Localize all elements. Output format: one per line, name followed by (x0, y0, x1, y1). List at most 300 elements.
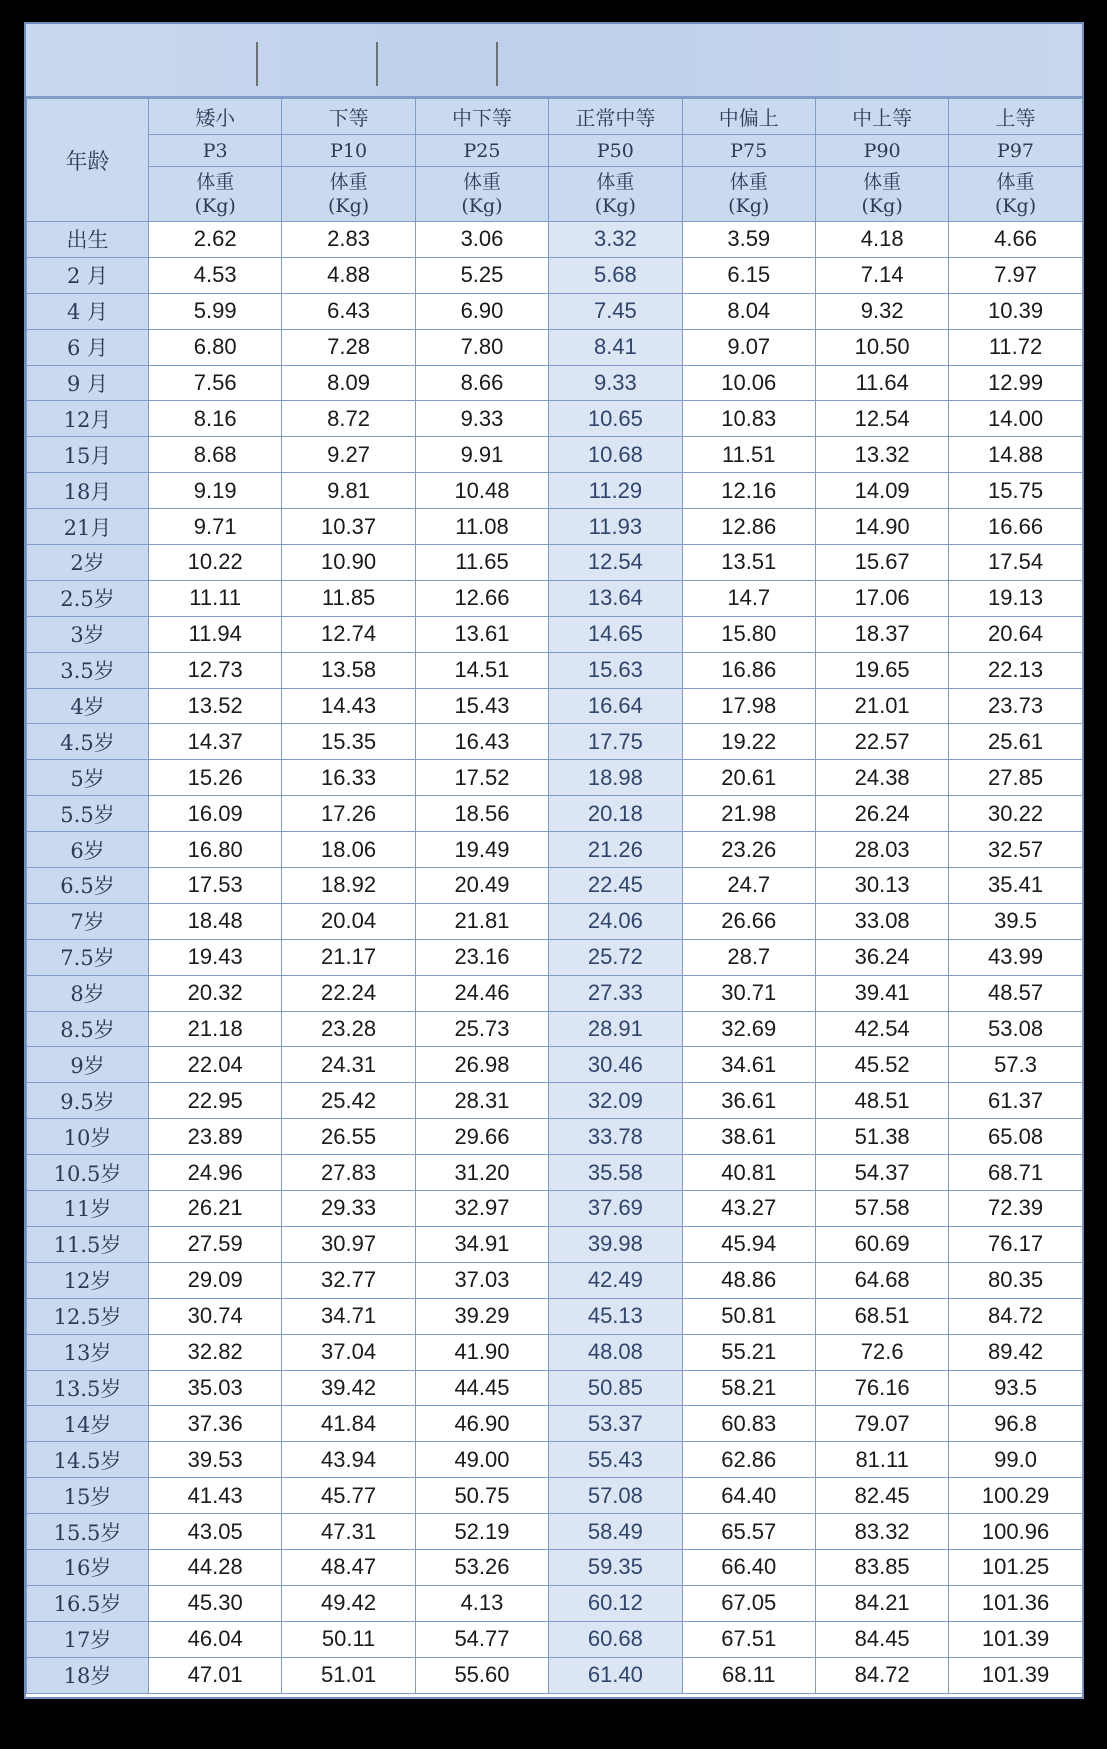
weight-cell: 53.37 (549, 1406, 682, 1442)
weight-cell: 14.7 (682, 580, 815, 616)
weight-cell: 20.04 (282, 903, 415, 939)
unit-header (149, 167, 282, 222)
table-row (27, 1406, 1083, 1442)
grade-header: 中偏上 (682, 99, 815, 135)
age-cell: 14岁 (27, 1406, 149, 1442)
weight-cell: 15.75 (949, 473, 1082, 509)
weight-cell: 30.74 (149, 1298, 282, 1334)
table-row (27, 939, 1083, 975)
weight-cell: 9.33 (549, 365, 682, 401)
weight-cell: 10.83 (682, 401, 815, 437)
unit-symbol: (Kg) (594, 195, 636, 217)
weight-cell: 45.30 (149, 1585, 282, 1621)
grade-header: 正常中等 (549, 99, 682, 135)
weight-cell: 100.29 (949, 1478, 1082, 1514)
table-row (27, 509, 1083, 545)
percentile-header: P75 (682, 135, 815, 167)
weight-cell: 30.71 (682, 975, 815, 1011)
weight-cell: 26.21 (149, 1191, 282, 1227)
weight-cell: 23.26 (682, 832, 815, 868)
grade-header: 上等 (949, 99, 1082, 135)
table-row (27, 652, 1083, 688)
weight-cell: 60.69 (815, 1226, 948, 1262)
age-cell: 13.5岁 (27, 1370, 149, 1406)
weight-cell: 12.73 (149, 652, 282, 688)
table-row (27, 903, 1083, 939)
table-row (27, 868, 1083, 904)
grade-header: 中上等 (815, 99, 948, 135)
weight-cell: 66.40 (682, 1549, 815, 1585)
weight-cell: 16.33 (282, 760, 415, 796)
weight-cell: 5.68 (549, 257, 682, 293)
age-cell: 14.5岁 (27, 1442, 149, 1478)
age-cell: 21月 (27, 509, 149, 545)
weight-cell: 53.08 (949, 1011, 1082, 1047)
weight-cell: 11.08 (415, 509, 548, 545)
unit-header (549, 167, 682, 222)
weight-cell: 41.43 (149, 1478, 282, 1514)
weight-cell: 57.3 (949, 1047, 1082, 1083)
grade-header: 矮小 (149, 99, 282, 135)
grade-header: 下等 (282, 99, 415, 135)
table-row (27, 616, 1083, 652)
weight-cell: 6.90 (415, 293, 548, 329)
weight-cell: 80.35 (949, 1262, 1082, 1298)
weight-cell: 26.66 (682, 903, 815, 939)
weight-cell: 50.11 (282, 1621, 415, 1657)
weight-cell: 58.49 (549, 1514, 682, 1550)
weight-cell: 4.13 (415, 1585, 548, 1621)
weight-cell: 43.94 (282, 1442, 415, 1478)
weight-cell: 23.28 (282, 1011, 415, 1047)
weight-cell: 68.71 (949, 1155, 1082, 1191)
age-cell: 7岁 (27, 903, 149, 939)
weight-cell: 13.52 (149, 688, 282, 724)
weight-cell: 42.49 (549, 1262, 682, 1298)
table-row (27, 1478, 1083, 1514)
weight-cell: 37.69 (549, 1191, 682, 1227)
weight-cell: 7.45 (549, 293, 682, 329)
age-cell: 12月 (27, 401, 149, 437)
age-cell: 4 月 (27, 293, 149, 329)
table-row (27, 975, 1083, 1011)
weight-cell: 84.72 (815, 1657, 948, 1693)
weight-cell: 30.13 (815, 868, 948, 904)
table-row (27, 329, 1083, 365)
weight-cell: 21.81 (415, 903, 548, 939)
weight-cell: 21.18 (149, 1011, 282, 1047)
weight-cell: 17.26 (282, 796, 415, 832)
weight-cell: 4.53 (149, 257, 282, 293)
weight-cell: 28.03 (815, 832, 948, 868)
weight-cell: 32.77 (282, 1262, 415, 1298)
weight-cell: 61.37 (949, 1083, 1082, 1119)
weight-cell: 6.43 (282, 293, 415, 329)
unit-label: 体重 (729, 171, 768, 193)
weight-cell: 32.09 (549, 1083, 682, 1119)
weight-cell: 44.28 (149, 1549, 282, 1585)
weight-cell: 18.92 (282, 868, 415, 904)
weight-cell: 23.89 (149, 1119, 282, 1155)
weight-cell: 25.73 (415, 1011, 548, 1047)
weight-cell: 48.51 (815, 1083, 948, 1119)
weight-cell: 43.99 (949, 939, 1082, 975)
weight-cell: 15.63 (549, 652, 682, 688)
weight-cell: 29.09 (149, 1262, 282, 1298)
weight-cell: 55.21 (682, 1334, 815, 1370)
weight-cell: 8.16 (149, 401, 282, 437)
weight-cell: 50.85 (549, 1370, 682, 1406)
table-row (27, 1334, 1083, 1370)
age-cell: 8岁 (27, 975, 149, 1011)
age-cell: 7.5岁 (27, 939, 149, 975)
age-cell: 6岁 (27, 832, 149, 868)
weight-cell: 21.17 (282, 939, 415, 975)
weight-cell: 81.11 (815, 1442, 948, 1478)
weight-cell: 39.5 (949, 903, 1082, 939)
weight-cell: 18.37 (815, 616, 948, 652)
weight-cell: 24.46 (415, 975, 548, 1011)
weight-cell: 5.99 (149, 293, 282, 329)
table-row (27, 293, 1083, 329)
weight-cell: 15.26 (149, 760, 282, 796)
weight-cell: 51.38 (815, 1119, 948, 1155)
table-row (27, 796, 1083, 832)
age-cell: 5岁 (27, 760, 149, 796)
weight-cell: 26.24 (815, 796, 948, 832)
weight-cell: 55.60 (415, 1657, 548, 1693)
age-cell: 9岁 (27, 1047, 149, 1083)
table-row (27, 1621, 1083, 1657)
unit-symbol: (Kg) (194, 195, 236, 217)
weight-cell: 101.39 (949, 1657, 1082, 1693)
unit-label: 体重 (863, 171, 902, 193)
weight-cell: 39.53 (149, 1442, 282, 1478)
table-row (27, 365, 1083, 401)
weight-cell: 29.66 (415, 1119, 548, 1155)
weight-cell: 22.24 (282, 975, 415, 1011)
weight-cell: 37.03 (415, 1262, 548, 1298)
weight-cell: 93.5 (949, 1370, 1082, 1406)
percentile-header: P10 (282, 135, 415, 167)
weight-cell: 41.90 (415, 1334, 548, 1370)
weight-cell: 101.39 (949, 1621, 1082, 1657)
weight-cell: 37.04 (282, 1334, 415, 1370)
table-row (27, 473, 1083, 509)
weight-cell: 9.07 (682, 329, 815, 365)
weight-cell: 24.06 (549, 903, 682, 939)
weight-cell: 11.51 (682, 437, 815, 473)
weight-cell: 25.42 (282, 1083, 415, 1119)
weight-cell: 47.01 (149, 1657, 282, 1693)
weight-cell: 12.74 (282, 616, 415, 652)
weight-cell: 16.80 (149, 832, 282, 868)
weight-cell: 101.25 (949, 1549, 1082, 1585)
weight-cell: 15.67 (815, 545, 948, 581)
weight-cell: 11.94 (149, 616, 282, 652)
weight-cell: 16.86 (682, 652, 815, 688)
age-cell: 2岁 (27, 545, 149, 581)
table-row (27, 1514, 1083, 1550)
weight-cell: 32.69 (682, 1011, 815, 1047)
weight-cell: 11.11 (149, 580, 282, 616)
banner-divider (376, 42, 378, 86)
weight-cell: 60.12 (549, 1585, 682, 1621)
weight-cell: 48.47 (282, 1549, 415, 1585)
weight-cell: 7.80 (415, 329, 548, 365)
weight-cell: 12.86 (682, 509, 815, 545)
weight-cell: 31.20 (415, 1155, 548, 1191)
weight-cell: 14.51 (415, 652, 548, 688)
weight-cell: 33.78 (549, 1119, 682, 1155)
weight-cell: 9.27 (282, 437, 415, 473)
weight-cell: 28.91 (549, 1011, 682, 1047)
unit-symbol: (Kg) (861, 195, 903, 217)
table-row (27, 545, 1083, 581)
weight-cell: 25.72 (549, 939, 682, 975)
weight-cell: 9.33 (415, 401, 548, 437)
weight-cell: 79.07 (815, 1406, 948, 1442)
unit-label: 体重 (196, 171, 235, 193)
age-cell: 4.5岁 (27, 724, 149, 760)
age-cell: 4岁 (27, 688, 149, 724)
weight-cell: 101.36 (949, 1585, 1082, 1621)
weight-cell: 76.16 (815, 1370, 948, 1406)
weight-cell: 12.99 (949, 365, 1082, 401)
table-row (27, 1657, 1083, 1693)
weight-cell: 38.61 (682, 1119, 815, 1155)
table-row (27, 1155, 1083, 1191)
weight-cell: 34.71 (282, 1298, 415, 1334)
weight-cell: 11.65 (415, 545, 548, 581)
weight-cell: 48.86 (682, 1262, 815, 1298)
weight-cell: 14.65 (549, 616, 682, 652)
unit-symbol: (Kg) (461, 195, 503, 217)
weight-cell: 11.85 (282, 580, 415, 616)
weight-cell: 14.43 (282, 688, 415, 724)
age-cell: 10.5岁 (27, 1155, 149, 1191)
weight-cell: 16.09 (149, 796, 282, 832)
weight-cell: 58.21 (682, 1370, 815, 1406)
age-cell: 15.5岁 (27, 1514, 149, 1550)
age-cell: 2.5岁 (27, 580, 149, 616)
weight-cell: 52.19 (415, 1514, 548, 1550)
weight-cell: 10.39 (949, 293, 1082, 329)
weight-cell: 39.41 (815, 975, 948, 1011)
table-row (27, 1083, 1083, 1119)
weight-cell: 99.0 (949, 1442, 1082, 1478)
weight-cell: 6.80 (149, 329, 282, 365)
weight-cell: 10.50 (815, 329, 948, 365)
weight-cell: 34.91 (415, 1226, 548, 1262)
weight-cell: 62.86 (682, 1442, 815, 1478)
weight-cell: 22.95 (149, 1083, 282, 1119)
weight-cell: 16.64 (549, 688, 682, 724)
weight-cell: 29.33 (282, 1191, 415, 1227)
weight-cell: 2.62 (149, 222, 282, 258)
weight-cell: 25.61 (949, 724, 1082, 760)
age-cell: 13岁 (27, 1334, 149, 1370)
weight-cell: 100.96 (949, 1514, 1082, 1550)
weight-cell: 16.66 (949, 509, 1082, 545)
weight-cell: 45.77 (282, 1478, 415, 1514)
weight-cell: 27.33 (549, 975, 682, 1011)
unit-header (282, 167, 415, 222)
weight-cell: 10.68 (549, 437, 682, 473)
percentile-header: P90 (815, 135, 948, 167)
weight-cell: 47.31 (282, 1514, 415, 1550)
weight-cell: 9.91 (415, 437, 548, 473)
table-row (27, 401, 1083, 437)
weight-cell: 4.88 (282, 257, 415, 293)
weight-cell: 65.08 (949, 1119, 1082, 1155)
age-cell: 15岁 (27, 1478, 149, 1514)
weight-cell: 10.90 (282, 545, 415, 581)
table-row (27, 1119, 1083, 1155)
age-cell: 6.5岁 (27, 868, 149, 904)
weight-cell: 32.57 (949, 832, 1082, 868)
weight-cell: 9.19 (149, 473, 282, 509)
age-cell: 18岁 (27, 1657, 149, 1693)
weight-cell: 67.05 (682, 1585, 815, 1621)
weight-cell: 28.31 (415, 1083, 548, 1119)
weight-cell: 24.96 (149, 1155, 282, 1191)
weight-cell: 72.6 (815, 1334, 948, 1370)
weight-cell: 13.64 (549, 580, 682, 616)
age-cell: 16.5岁 (27, 1585, 149, 1621)
weight-cell: 15.80 (682, 616, 815, 652)
weight-cell: 41.84 (282, 1406, 415, 1442)
weight-cell: 53.26 (415, 1549, 548, 1585)
weight-cell: 8.04 (682, 293, 815, 329)
table-row (27, 1226, 1083, 1262)
table-row (27, 1585, 1083, 1621)
weight-cell: 17.06 (815, 580, 948, 616)
weight-cell: 28.7 (682, 939, 815, 975)
weight-cell: 20.61 (682, 760, 815, 796)
unit-label: 体重 (996, 171, 1035, 193)
weight-cell: 12.54 (549, 545, 682, 581)
weight-cell: 14.37 (149, 724, 282, 760)
weight-cell: 72.39 (949, 1191, 1082, 1227)
percentile-header: P25 (415, 135, 548, 167)
weight-cell: 49.42 (282, 1585, 415, 1621)
weight-cell: 11.29 (549, 473, 682, 509)
weight-cell: 8.72 (282, 401, 415, 437)
weight-cell: 44.45 (415, 1370, 548, 1406)
weight-cell: 16.43 (415, 724, 548, 760)
weight-cell: 35.41 (949, 868, 1082, 904)
weight-cell: 67.51 (682, 1621, 815, 1657)
age-cell: 9.5岁 (27, 1083, 149, 1119)
weight-cell: 65.57 (682, 1514, 815, 1550)
weight-cell: 46.90 (415, 1406, 548, 1442)
weight-cell: 36.24 (815, 939, 948, 975)
weight-cell: 42.54 (815, 1011, 948, 1047)
weight-cell: 48.08 (549, 1334, 682, 1370)
table-row (27, 832, 1083, 868)
weight-cell: 14.00 (949, 401, 1082, 437)
weight-cell: 12.66 (415, 580, 548, 616)
weight-cell: 22.04 (149, 1047, 282, 1083)
table-row (27, 1549, 1083, 1585)
weight-cell: 46.04 (149, 1621, 282, 1657)
grade-header: 中下等 (415, 99, 548, 135)
age-cell: 17岁 (27, 1621, 149, 1657)
weight-cell: 89.42 (949, 1334, 1082, 1370)
weight-cell: 19.65 (815, 652, 948, 688)
weight-cell: 3.32 (549, 222, 682, 258)
weight-cell: 35.58 (549, 1155, 682, 1191)
weight-cell: 45.94 (682, 1226, 815, 1262)
weight-cell: 9.71 (149, 509, 282, 545)
weight-cell: 57.58 (815, 1191, 948, 1227)
table-row (27, 257, 1083, 293)
weight-cell: 30.46 (549, 1047, 682, 1083)
age-cell: 15月 (27, 437, 149, 473)
weight-cell: 43.27 (682, 1191, 815, 1227)
table-row (27, 1191, 1083, 1227)
table-row (27, 1262, 1083, 1298)
weight-cell: 8.09 (282, 365, 415, 401)
weight-cell: 83.85 (815, 1549, 948, 1585)
weight-cell: 12.54 (815, 401, 948, 437)
age-cell: 10岁 (27, 1119, 149, 1155)
age-cell: 5.5岁 (27, 796, 149, 832)
weight-cell: 6.15 (682, 257, 815, 293)
table-row (27, 437, 1083, 473)
weight-cell: 11.72 (949, 329, 1082, 365)
weight-cell: 15.43 (415, 688, 548, 724)
weight-cell: 60.68 (549, 1621, 682, 1657)
weight-cell: 39.98 (549, 1226, 682, 1262)
weight-cell: 7.14 (815, 257, 948, 293)
table-row (27, 1370, 1083, 1406)
weight-cell: 23.73 (949, 688, 1082, 724)
weight-cell: 30.22 (949, 796, 1082, 832)
weight-cell: 84.21 (815, 1585, 948, 1621)
table-row (27, 580, 1083, 616)
weight-cell: 60.83 (682, 1406, 815, 1442)
weight-cell: 45.52 (815, 1047, 948, 1083)
weight-cell: 14.88 (949, 437, 1082, 473)
weight-cell: 10.65 (549, 401, 682, 437)
percentile-header: P3 (149, 135, 282, 167)
weight-cell: 17.53 (149, 868, 282, 904)
weight-cell: 76.17 (949, 1226, 1082, 1262)
weight-cell: 3.06 (415, 222, 548, 258)
weight-cell: 18.06 (282, 832, 415, 868)
weight-cell: 68.51 (815, 1298, 948, 1334)
weight-cell: 10.22 (149, 545, 282, 581)
age-cell: 12岁 (27, 1262, 149, 1298)
weight-cell: 17.75 (549, 724, 682, 760)
unit-header (949, 167, 1082, 222)
unit-header (682, 167, 815, 222)
table-row (27, 1047, 1083, 1083)
table-row (27, 760, 1083, 796)
weight-cell: 17.54 (949, 545, 1082, 581)
weight-cell: 26.55 (282, 1119, 415, 1155)
weight-cell: 30.97 (282, 1226, 415, 1262)
weight-cell: 15.35 (282, 724, 415, 760)
weight-cell: 40.81 (682, 1155, 815, 1191)
weight-cell: 23.16 (415, 939, 548, 975)
weight-cell: 13.58 (282, 652, 415, 688)
unit-label: 体重 (596, 171, 635, 193)
weight-cell: 68.11 (682, 1657, 815, 1693)
table-row (27, 1298, 1083, 1334)
